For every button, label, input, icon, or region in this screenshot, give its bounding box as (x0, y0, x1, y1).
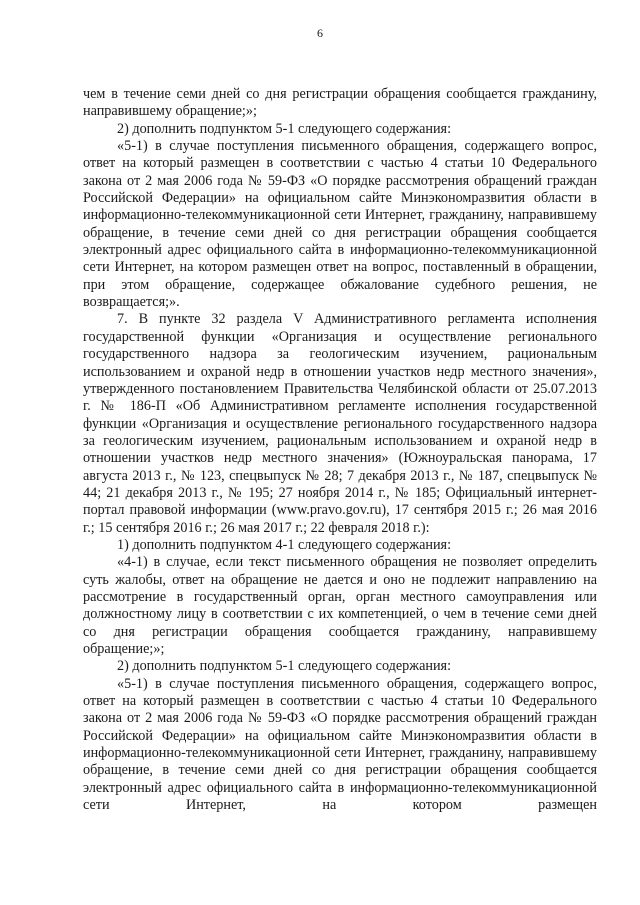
paragraph-subitem-4-1-heading: 1) дополнить подпунктом 4-1 следующего содержания: (117, 536, 452, 553)
paragraph-subitem-5-1-text-2: «5-1) в случае поступления письменного обращения, содержащего вопрос, ответ на который размещен в соответствии с частью 4 статьи 10 Федерального закона от 2 мая 2006 года № 59-ФЗ «О порядке рассмотрения обращений граждан Российской Федерации» на официальном сайте Минэкономразвития области в информационно-телекоммуникационной сети Интернет, гражданину, направившему обращение, в течение семи дней со дня регистрации обращения сообщается электронный адрес официального сайта в информационно-телекоммуникационной сети Интернет, на котором размещен (83, 675, 597, 814)
paragraph-continuation: чем в течение семи дней со дня регистрации обращения сообщается гражданину, направившему обращение;»; (83, 86, 597, 120)
paragraph-subitem-5-1-text: «5-1) в случае поступления письменного обращения, содержащего вопрос, ответ на который размещен в соответствии с частью 4 статьи 10 Федерального закона от 2 мая 2006 года № 59-ФЗ «О порядке рассмотрения обращений граждан Российской Федерации» на официальном сайте Минэкономразвития области в информационно-телекоммуникационной сети Интернет, гражданину, направившему обращение, в течение семи дней со дня регистрации обращения сообщается электронный адрес официального сайта в информационно-телекоммуникационной сети Интернет, на котором размещен ответ на вопрос, поставленный в обращении, при этом обращение, содержащее обжалование судебного решения, не возвращается;». (83, 138, 597, 311)
document-body (83, 86, 597, 814)
paragraph-subitem-4-1-text: «4-1) в случае, если текст письменного обращения не позволяет определить суть жалобы, ответ на обращение не дается и оно не подлежит направлению на рассмотрение в государственный орган, орган местного самоуправления или должностному лицу в соответствии с их компетенцией, о чем в течение семи дней со дня регистрации обращения сообщается гражданину, направившему обращение;»; (83, 554, 597, 657)
paragraph-item-7: 7. В пункте 32 раздела V Административного регламента исполнения государственной функции «Организация и осуществление регионального государственного надзора за геологическим изучением, рациональным использованием и охраной недр в отношении участков недр местного значения», утвержденного постановлением Правительства Челябинской области от 25.07.2013 г. № 186-П «Об Административном регламенте исполнения государственной функции «Организация и осуществление регионального государственного надзора за геологическим изучением, рациональным использованием и охраной недр в отношении участков недр местного значения» (Южноуральская панорама, 17 августа 2013 г., № 123, спецвыпуск № 28; 7 декабря 2013 г., № 187, спецвыпуск № 44; 21 декабря 2013 г., № 195; 27 ноября 2014 г., № 185; Официальный интернет-портал правовой информации (www.pravo.gov.ru), 17 сентября 2015 г.; 26 мая 2016 г.; 15 сентября 2016 г.; 26 мая 2017 г.; 22 февраля 2018 г.): (83, 311, 597, 536)
paragraph-subitem-5-1-heading: 2) дополнить подпунктом 5-1 следующего содержания: (117, 120, 452, 137)
paragraph-subitem-5-1-heading-2: 2) дополнить подпунктом 5-1 следующего содержания: (117, 658, 452, 675)
page-number: 6 (317, 26, 323, 40)
